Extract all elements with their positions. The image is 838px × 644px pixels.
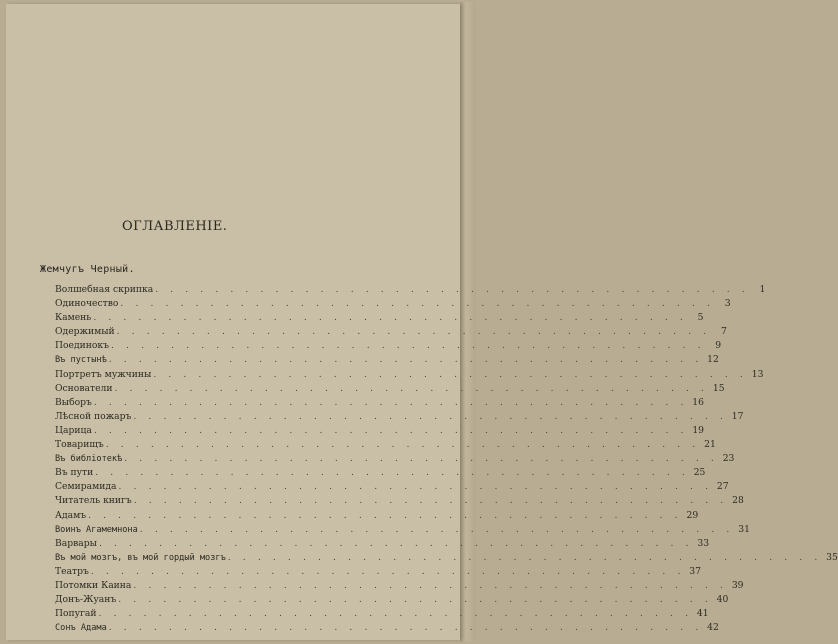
toc-entry	[55, 297, 731, 311]
toc-entry-title: Основатели	[55, 382, 113, 394]
toc-entry-page: 1	[759, 284, 766, 295]
toc-leader-dots: . . . . . . . . . . . . . . . . . . . . . . . . . . . . . . . . . . . . . . . .	[111, 340, 706, 352]
toc-leader-dots: . . . . . . . . . . . . . . . . . . . . . . . . . . . . . . . . . . . . . . . .	[98, 608, 693, 620]
toc-leader-dots: . . . . . . . . . . . . . . . . . . . . . . . . . . . . . . . . . . . . . . . .	[114, 382, 709, 394]
toc-leader-dots: . . . . . . . . . . . . . . . . . . . . . . . . . . . . . . . . . . . . . . . .	[118, 594, 713, 606]
toc-entry	[55, 368, 764, 382]
toc-entry	[55, 466, 706, 480]
toc-entry-title: Донъ-Жуанъ	[55, 594, 117, 606]
toc-entry	[55, 607, 709, 621]
toc-entry-page: 37	[689, 565, 701, 577]
toc-entry-title: Камень	[55, 312, 92, 324]
toc-entry	[55, 424, 705, 438]
toc-entry	[55, 551, 838, 565]
toc-entry-page: 12	[707, 354, 719, 366]
toc-leader-dots: . . . . . . . . . . . . . . . . . . . . . . . . . . . . . . . . . . . . . . . .	[98, 537, 694, 549]
toc-entry-page: 17	[731, 410, 744, 422]
toc-leader-dots: . . . . . . . . . . . . . . . . . . . . . . . . . . . . . . . . . . . . . . . .	[133, 410, 728, 422]
toc-entry-title: Семирамида	[55, 481, 117, 493]
toc-entry	[55, 565, 701, 579]
toc-leader-dots: . . . . . . . . . . . . . . . . . . . . . . . . . . . . . . . . . . . . . . . .	[139, 523, 734, 535]
toc-leader-dots: . . . . . . . . . . . . . . . . . . . . . . . . . . . . . . . . . . . . . . . .	[93, 424, 689, 436]
toc-leader-dots: . . . . . . . . . . . . . . . . . . . . . . . . . . . . . . . . . . . . . . . .	[90, 565, 685, 577]
toc-entry	[55, 494, 744, 508]
toc-entry-page: 31	[738, 523, 750, 535]
toc-entry-title: Въ мой мозгъ, въ мой гордый мозгъ	[55, 552, 226, 563]
toc-leader-dots: . . . . . . . . . . . . . . . . . . . . . . . . . . . . . . . . . . . . . . . .	[105, 439, 700, 451]
toc-entry	[55, 579, 744, 593]
toc-entry-page: 28	[732, 495, 744, 507]
toc-entry	[55, 339, 722, 353]
toc-entry-title: Царица	[55, 424, 92, 436]
toc-entry-title: Сонъ Адама	[55, 623, 107, 634]
toc-entry-page: 3	[724, 298, 731, 310]
toc-entry-title: Адамъ	[55, 509, 87, 521]
toc-entry-title: Потомки Каина	[55, 579, 132, 591]
toc-leader-dots: . . . . . . . . . . . . . . . . . . . . . . . . . . . . . . . . . . . . . . . .	[116, 326, 711, 338]
toc-entry	[55, 452, 735, 466]
toc-entry	[55, 621, 719, 635]
toc-entry-title: Воинъ Агамемнона	[55, 524, 138, 535]
toc-leader-dots: . . . . . . . . . . . . . . . . . . . . . . . . . . . . . . . . . . . . . . . .	[133, 495, 728, 507]
toc-entry-title: Въ библіотекѣ	[55, 454, 123, 465]
toc-entry-page: 15	[712, 382, 725, 394]
page-title: ОГЛАВЛЕНІЕ.	[122, 219, 228, 234]
toc-entry	[55, 509, 699, 523]
toc-leader-dots: . . . . . . . . . . . . . . . . . . . . . . . . . . . . . . . . . . . . . . . .	[108, 622, 703, 634]
toc-entry-title: Варвары	[55, 537, 97, 549]
toc-entry-title: Поединокъ	[55, 340, 110, 352]
toc-entry	[55, 353, 719, 367]
toc-entry-page: 40	[716, 594, 729, 606]
toc-leader-dots: . . . . . . . . . . . . . . . . . . . . . . . . . . . . . . . . . . . . . . . .	[153, 368, 748, 380]
toc-entry	[55, 311, 704, 325]
toc-leader-dots: . . . . . . . . . . . . . . . . . . . . . . . . . . . . . . . . . . . . . . . .	[118, 481, 713, 493]
toc-leader-dots: . . . . . . . . . . . . . . . . . . . . . . . . . . . . . . . . . . . . . . . .	[93, 312, 688, 324]
toc-leader-dots: . . . . . . . . . . . . . . . . . . . . . . . . . . . . . . . . . . . . . . . .	[120, 298, 715, 310]
toc-entry	[55, 396, 704, 410]
toc-entry-title: Попугай	[55, 608, 97, 620]
toc-entry	[55, 523, 750, 537]
toc-leader-dots: . . . . . . . . . . . . . . . . . . . . . . . . . . . . . . . . . . . . . . . .	[93, 396, 688, 408]
toc-entry	[55, 438, 716, 452]
toc-entry	[55, 382, 725, 396]
section-heading: Жемчугъ Черный.	[40, 264, 135, 275]
toc-entry-title: Товарищъ	[55, 439, 104, 451]
toc-entry-title: Читатель книгъ	[55, 495, 132, 507]
toc-list	[55, 283, 838, 635]
toc-entry	[55, 593, 729, 607]
toc-entry-page: 42	[707, 622, 719, 634]
toc-entry	[55, 325, 727, 339]
toc-entry	[55, 410, 744, 424]
toc-entry-page: 13	[751, 368, 764, 380]
toc-entry-title: Портретъ мужчины	[55, 368, 152, 380]
toc-entry-page: 41	[696, 608, 709, 620]
toc-entry	[55, 283, 766, 297]
toc-leader-dots: . . . . . . . . . . . . . . . . . . . . . . . . . . . . . . . . . . . . . . . .	[124, 453, 719, 465]
toc-entry-page: 33	[697, 537, 710, 549]
toc-entry-page: 5	[697, 312, 704, 324]
toc-entry-title: Волшебная скрипка	[55, 284, 154, 295]
toc-entry-page: 16	[692, 396, 704, 408]
toc-leader-dots: . . . . . . . . . . . . . . . . . . . . . . . . . . . . . . . . . . . . . . . .	[227, 551, 822, 563]
toc-entry	[55, 480, 729, 494]
toc-leader-dots: . . . . . . . . . . . . . . . . . . . . . . . . . . . . . . . . . . . . . . . .	[88, 509, 683, 521]
toc-entry-title: Театръ	[55, 565, 89, 577]
toc-entry-page: 27	[716, 481, 729, 493]
toc-leader-dots: . . . . . . . . . . . . . . . . . . . . . . . . . . . . . . . . . . . . . . . .	[155, 284, 750, 295]
toc-entry	[55, 537, 710, 551]
toc-entry-page: 29	[686, 509, 699, 521]
toc-entry-page: 7	[720, 326, 727, 338]
toc-leader-dots: . . . . . . . . . . . . . . . . . . . . . . . . . . . . . . . . . . . . . . . .	[108, 354, 703, 366]
toc-entry-title: Одержимый	[55, 326, 115, 338]
toc-leader-dots: . . . . . . . . . . . . . . . . . . . . . . . . . . . . . . . . . . . . . . . .	[95, 467, 690, 479]
toc-leader-dots: . . . . . . . . . . . . . . . . . . . . . . . . . . . . . . . . . . . . . . . .	[133, 579, 728, 591]
toc-entry-page: 35	[826, 551, 838, 563]
toc-entry-page: 21	[704, 439, 716, 451]
toc-entry-page: 9	[715, 340, 722, 352]
toc-entry-title: Въ пути	[55, 467, 94, 479]
toc-entry-title: Лѣсной пожаръ	[55, 410, 132, 422]
toc-entry-page: 23	[722, 453, 735, 465]
toc-entry-title: Одиночество	[55, 298, 119, 310]
book-page	[6, 4, 838, 640]
toc-entry-page: 39	[731, 579, 744, 591]
toc-entry-title: Выборъ	[55, 396, 92, 408]
toc-entry-page: 19	[692, 424, 705, 436]
toc-entry-title: Въ пустынѣ	[55, 355, 107, 366]
toc-entry-page: 25	[693, 467, 706, 479]
